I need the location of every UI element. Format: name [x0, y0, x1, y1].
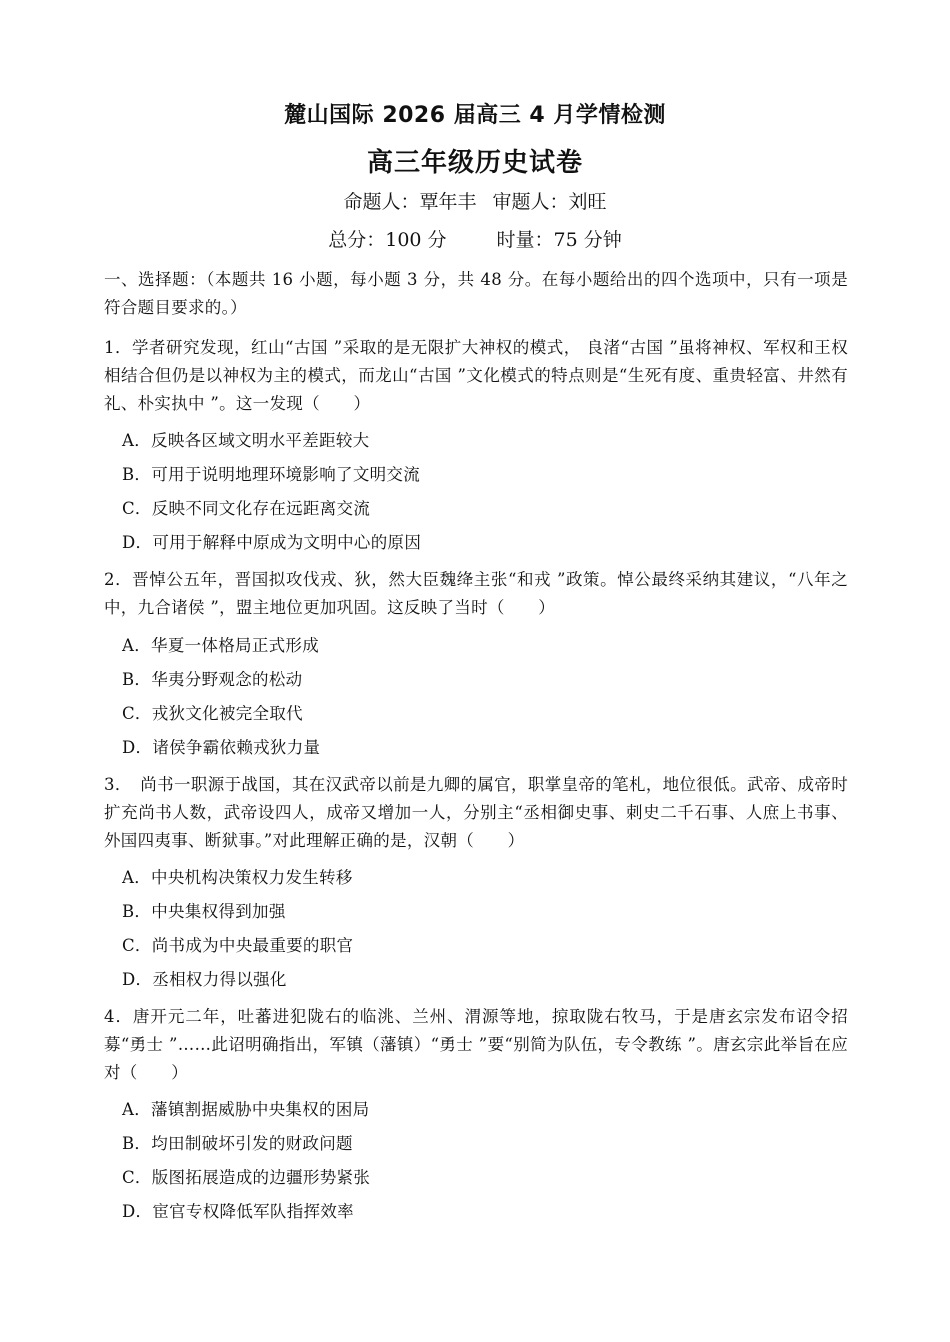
question-4-option-b: B．均田制破坏引发的财政问题: [122, 1134, 353, 1153]
question-2-option-d: D．诸侯争霸依赖戎狄力量: [122, 738, 321, 757]
reviewer-label: 审题人：刘旺: [492, 191, 607, 213]
question-4-stem: 4．唐开元二年，吐蕃进犯陇右的临洮、兰州、渭源等地，掠取陇右牧马，于是唐玄宗发布诏令招募“勇士 ”……此诏明确指出，军镇（藩镇）“勇士 ”要“别简为队伍，专令教练 ”。唐玄宗此举旨在应对（ ）: [104, 1007, 848, 1082]
question-4-option-a: A．藩镇割据威胁中央集权的困局: [122, 1100, 370, 1119]
section-instructions: 一、选择题：（本题共 16 小题，每小题 3 分，共 48 分。在每小题给出的四个选项中，只有一项是符合题目要求的。）: [104, 270, 848, 317]
question-1-option-a: A．反映各区域文明水平差距较大: [122, 431, 370, 450]
question-3-stem: 3． 尚书一职源于战国，其在汉武帝以前是九卿的属官，职掌皇帝的笔札，地位很低。武帝、成帝时扩充尚书人数，武帝设四人，成帝又增加一人，分别主“丞相御史事、刺史二千石事、人庶上书事、外国四夷事、断狱事。”对此理解正确的是，汉朝（ ）: [104, 775, 848, 850]
question-4-option-d: D．宦官专权降低军队指挥效率: [122, 1202, 354, 1221]
question-1-option-c: C．反映不同文化存在远距离交流: [122, 499, 371, 518]
question-1-option-d: D．可用于解释中原成为文明中心的原因: [122, 533, 422, 552]
question-3-option-b: B．中央集权得到加强: [122, 902, 286, 921]
question-1-option-b: B．可用于说明地理环境影响了文明交流: [122, 465, 421, 484]
exam-subtitle: 高三年级历史试卷: [366, 148, 583, 178]
question-2-option-c: C．戎狄文化被完全取代: [122, 704, 303, 723]
exam-title: 麓山国际 2026 届高三 4 月学情检测: [284, 103, 666, 128]
total-score: 总分：100 分: [328, 229, 447, 251]
score-time-line: [0, 226, 950, 254]
question-2-option-a: A．华夏一体格局正式形成: [122, 636, 320, 655]
setter-label: 命题人：覃年丰: [343, 191, 477, 213]
question-1-stem: 1．学者研究发现，红山“古国 ”采取的是无限扩大神权的模式， 良渚“古国 ”虽将神权、军权和王权相结合但仍是以神权为主的模式，而龙山“古国 ”文化模式的特点则是“生死有度、重贵轻富、井然有礼、朴实执中 ”。这一发现（ ）: [104, 338, 848, 413]
question-2-stem: 2．晋悼公五年，晋国拟攻伐戎、狄，然大臣魏绛主张“和戎 ”政策。悼公最终采纳其建议，“八年之中，九合诸侯 ”，盟主地位更加巩固。这反映了当时（ ）: [104, 570, 848, 617]
time-limit: 时量：75 分钟: [496, 229, 622, 251]
question-2-option-b: B．华夷分野观念的松动: [122, 670, 303, 689]
question-4-option-c: C．版图拓展造成的边疆形势紧张: [122, 1168, 371, 1187]
question-3-option-c: C．尚书成为中央最重要的职官: [122, 936, 354, 955]
question-3-option-a: A．中央机构决策权力发生转移: [122, 868, 353, 887]
question-3-option-d: D．丞相权力得以强化: [122, 970, 287, 989]
author-line: [0, 188, 950, 216]
